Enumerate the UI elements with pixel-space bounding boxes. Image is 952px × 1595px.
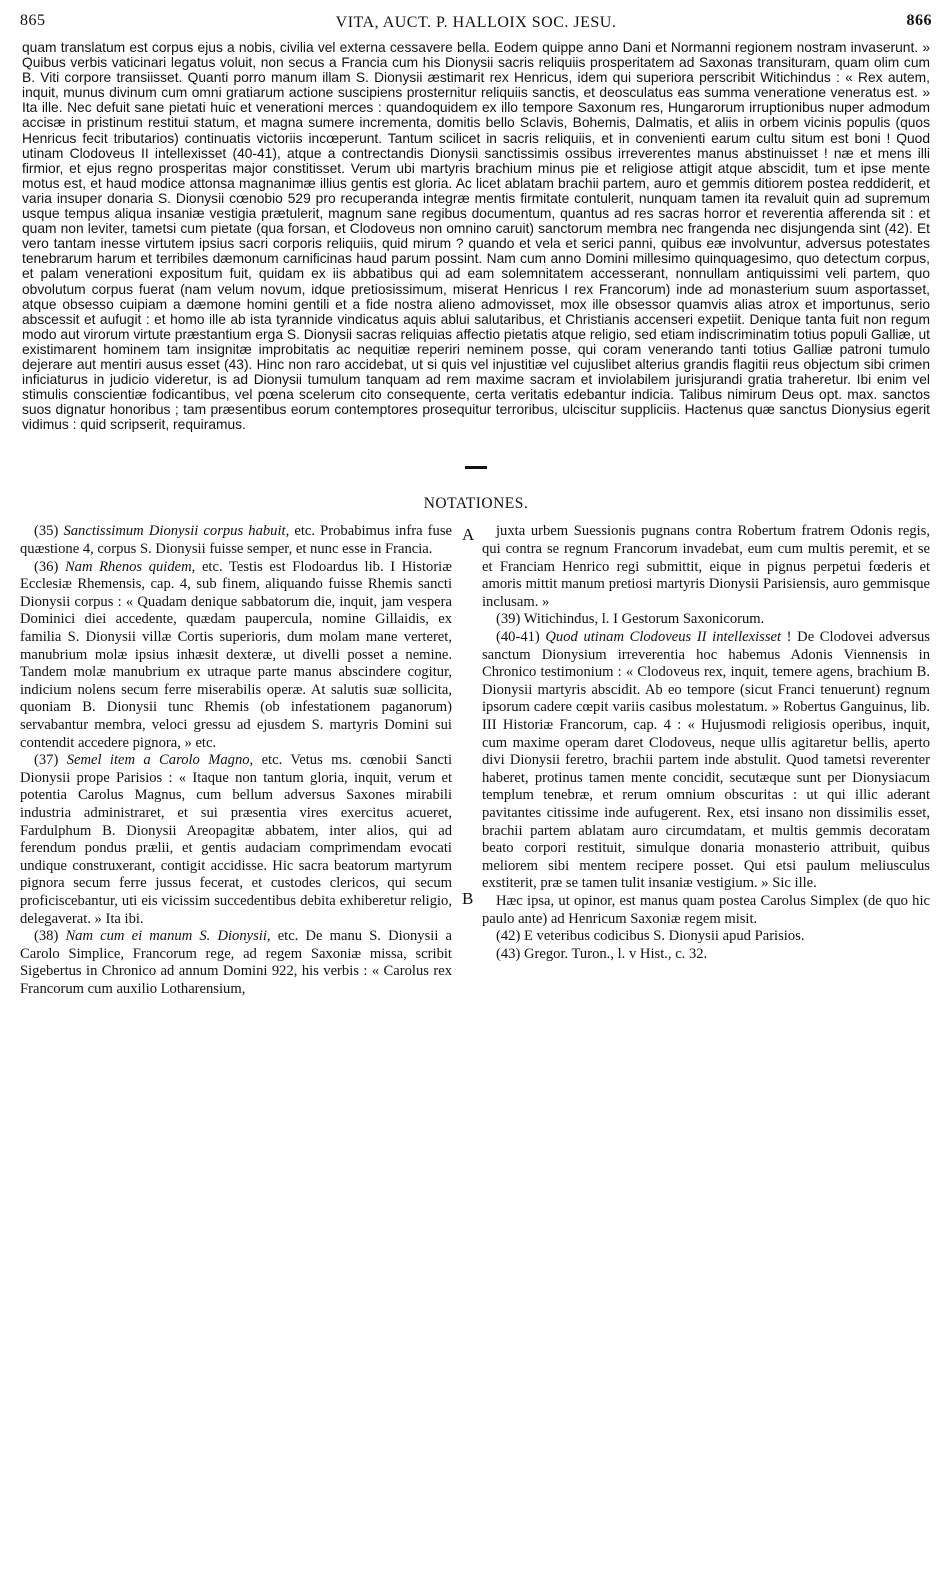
footnote-text: Witichindus, l. I Gestorum Saxonicorum. <box>523 611 765 628</box>
notes-section <box>20 523 932 1293</box>
footnote <box>482 629 930 893</box>
footnote-lemma: Nam cum ei manum S. Dionysii, <box>65 928 271 945</box>
footnote-text: E veteribus codicibus S. Dionysii apud Parisios. <box>523 928 805 945</box>
notes-title: NOTATIONES. <box>423 495 529 513</box>
footnote-number: (43) <box>496 945 524 962</box>
footnote-number: (36) <box>34 558 65 575</box>
footnote-number: (37) <box>34 752 67 769</box>
footnote-number: (42) <box>496 928 524 945</box>
footnote <box>20 523 452 558</box>
footnote-lemma: Semel item a Carolo Magno, <box>66 752 254 769</box>
notes-left-column <box>20 523 452 998</box>
main-text: quam translatum est corpus ejus a nobis, civilia vel externa cessavere bella. Eodem quippe anno Dani et Normanni regionem nostram invaserunt. » Quibus verbis vaticinari legatus voluit, non secus a Francia cum his Dionysii sacris reliquiis prosperitatem ad Saxonas transituram, quam olim cum B. Viti corpore transiisset. Quanti porro manum illam S. Dionysii æstimarit rex Henricus, idem qui superiora perscribit Witichindus : « Rex autem, inquit, munus divinum cum omni gratiarum actione suscipiens prosternitur reliquiis sanctis, et deosculatus eas summa veneratione veneratus est. » Ita ille. Nec defuit sane pietati huic et venerationi merces : quandoquidem ex illo tempore Saxonum res, Hungarorum irruptionibus nuper admodum accisæ in pristinum restitui statum, et magna sumere incrementa, domitis bello Sclavis, Bohemis, Dalmatis, et aliis in orbem vicinis populis (quos Henricus fecit tributarios) continuatis victoriis incœperunt. Tantum scilicet in sacris reliquiis, et in convenienti earum cultu situm est boni ! Quod utinam Clodoveus II intellexisset (40-41), atque a contrectandis Dionysii sanctissimis ossibus irreverentes manus abstinuisset ! næ et mens illi firmior, et ejus regno prosperitas major constitisset. Verum ubi martyris brachium minus pie et religiose attigit atque abscidit, tum et ipse mente motus est, et haud modice attonsa magnanimæ illius gentis est gloria. Ac licet ablatam brachii partem, auro et gemmis ditiorem postea reddiderit, et varia insuper donaria S. Dionysii cœnobio 529 pro recuperanda integræ mentis firmitate contulerit, nunquam tamen ita revaluit quin ad supremum usque tempus aliqua insaniæ vestigia prætulerit, magnum sane regibus documentum, quantus ad res sacras horror et reverentia afferenda sit : et quam non leviter, tametsi cum pietate (qua forsan, et Clodoveus non omnino caruit) sanctorum membra nec frangenda nec disjungenda sint (42). Et vero tantam inesse virtutem ipsius sacri corporis reliquiis, quid mirum ? quando et vela et serici panni, quibus eæ involvuntur, adversus potestates tenebrarum harum et terribiles dæmonum carnificinas haud parum possint. Nam cum anno Domini millesimo quinquagesimo, quo detectum corpus, et palam venerationi expositum fuit, quidam ex iis abbatibus qui ad eam solemnitatem accesserant, nonnullam antiquissimi veli partem, quo obvolutum corpus fuerat (nam velum novum, idque pretiosissimum, miserat Henricus I rex Francorum) inde ad monasterium suum asportasset, atque obsesso cuipiam a dæmone homini gentili et a fide nostra alieno admovisset, mox ille obsessor quamvis alias atrox et importunus, serio abscessit et aufugit : et homo ille ab ista tyrannide vindicatus aquis ablui salutaribus, et Christianis accenseri expetiit. Denique tanta fuit non regum modo aut virorum virtute præstantium erga S. Dionysii sacras reliquias affectio pietatis atque religio, sed etiam indiscriminatim totius populi Galliæ, ut existimarent hominem tam insignitæ improbitatis ac nequitiæ reperiri neminem posse, qui coram venerando tanti totius Galliæ patroni tumulo dejerare aut mentiri ausus esset (43). Hinc non raro accidebat, ut si quis vel injustitiæ vel cujuslibet alterius grandis flagitii reus objectum sibi crimen inficiaturus in judicio videretur, is ad Dionysii tumulum tanquam ad rem maxime sacram et inviolabilem jurisjurandi gratia traheretur. Ibi enim vel stimulis conscientiæ fodicantibus, vel pœna scelerum cito consequente, certa veritatis edebantur indicia. Talibus nimirum Deus opt. max. sanctos suos dignatur honoribus ; tam præsentibus eorum contemptores prosequitur terroribus, ulciscitur suppliciis. Hactenus quæ sanctus Dionysius egerit vidimus : quid scripserit, requiramus. <box>22 40 930 433</box>
notes-right-column <box>482 523 930 963</box>
page-number-right: 866 <box>906 12 932 29</box>
footnote-text: etc. Vetus ms. cœnobii Sancti Dionysii prope Parisios : « Itaque non tantum gloria, inquit, verum et potentia Carolus Magnus, cum bellum adversus Saxones mirabili industria administraret, et sui præsentia vires exercitus acueret, Fardulphum B. Dionysii Areopagitæ abbatem, inter alios, qui ad ferendum pondus prælii, et gentis audaciam comprimendam evocati undique construxerant, contigit accidisse. Hic sacra beatorum martyrum pignora secum ferre jussus fecerat, et custodes clericos, qui secum proficiscebantur, uti eis vicissim succedentibus debita exhiberetur religio, delegaverat. » Ita ibi. <box>20 752 452 927</box>
footnote-text: Gregor. Turon., l. v Hist., c. 32. <box>523 945 708 962</box>
footnote-number: (38) <box>34 928 66 945</box>
footnote <box>482 893 930 928</box>
footnote-number: (40-41) <box>496 629 546 645</box>
running-title: VITA, AUCT. P. HALLOIX SOC. JESU. <box>335 14 617 31</box>
footnote <box>20 928 452 998</box>
section-divider <box>465 466 487 469</box>
footnote-lemma: Nam Rhenos quidem, <box>64 558 196 575</box>
footnote-lemma: Quod utinam Clodoveus II intellexisset <box>545 629 782 645</box>
page-number-left: 865 <box>20 12 46 29</box>
footnote-text: etc. De manu S. Dionysii a Carolo Simplice, Francorum rege, ad regem Saxoniæ missa, scribit Sigebertus in Chronico ad annum Domini 922, his verbis : « Carolus rex Francorum cum auxilio Lotharensium, <box>20 928 452 997</box>
footnote-number: (39) <box>496 611 524 628</box>
footnote <box>482 611 930 629</box>
footnote-text: etc. Probabimus infra fuse quæstione 4, corpus S. Dionysii fuisse semper, et nunc esse in Francia. <box>20 523 452 558</box>
margin-marker-a: A <box>462 525 475 545</box>
page-header <box>20 12 932 40</box>
margin-marker-b: B <box>462 889 474 909</box>
footnote-text: ! De Clodovei adversus sanctum Dionysium irreverentia hoc habemus Adonis Viennensis in Chronico testimonium : « Clodoveus rex, inquit, temere agens, brachium B. Dionysii martyris abscidit. Ab eo tempore (sicut Franci tenuerunt) regnum ipsorum cadere cœpit variis casibus molestatum. » Robertus Ganguinus, lib. III Historiæ Francorum, cap. 4 : « Hujusmodi religiosis operibus, inquit, cum maxime operam daret Clodoveus, neque ullis agitaretur bellis, aperto divi Dionysii feretro, brachii partem inde abstulit. Quod tametsi reverenter haberet, protinus tamen mente concidit, secutæque sunt per Dionysiacum templum tenebræ, et rerum omnium obscuritas : ut qui illic aderant pavitantes citissime inde aufugerent. Rex, etsi insano non dissimilis esset, brachii partem ablatam auro circumdatam, et multis gemmis decoratam beato corpori restituit, simulque donaria monasterio attribuit, quibus meliorem sibi mentem recipere posset. Qui etsi paulum meliusculus exstiterit, præ se tamen tulit insaniæ vestigium. » Sic ille. <box>482 629 930 892</box>
footnote <box>20 752 452 928</box>
footnote-text: Hæc ipsa, ut opinor, est manus quam postea Carolus Simplex (de quo hic paulo ante) ad Henricum Saxoniæ regem misit. <box>482 892 930 927</box>
footnote-lemma: Sanctissimum Dionysii corpus habuit, <box>63 523 290 540</box>
footnote <box>482 946 930 964</box>
footnote-text: juxta urbem Suessionis pugnans contra Robertum fratrem Odonis regis, qui contra se regnum Francorum invadebat, eum cum multis peremit, et se et Franciam Henrico regi submittit, eique in pignus perpetui fœderis et amoris mittit manum pretiosi martyris Dionysii Parisiensis, auro gemmisque inclusam. » <box>482 523 930 610</box>
document-page <box>20 12 932 1293</box>
footnote <box>482 523 930 611</box>
footnote <box>20 559 452 753</box>
footnote <box>482 928 930 946</box>
footnote-number: (35) <box>34 523 64 540</box>
footnote-text: etc. Testis est Flodoardus lib. I Historiæ Ecclesiæ Rhemensis, cap. 4, sub finem, aliquando fuisse Rhemis sancti Dionysii corpus : « Quadam denique sabbatorum die, inquit, jam vespera Dominici diei accedente, quædam paupercula, nomine Gillaidis, ex familia S. Dionysii villæ Cortis superioris, dum molam mane verteret, manubrium molæ ipsius inhæsit dexteræ, ut divelli posset a nemine. Tandem molæ manubrium ex utraque parte manus abscindere cogitur, indicium nolens secum ferre miserabilis operæ. At salutis suæ sollicita, quoniam B. Dionysii tunc Rhemis (ob infestationem paganorum) servabantur membra, veloci gressu ad ejusdem S. martyris Domini sui contendit accedere pignora, » etc. <box>20 558 452 751</box>
